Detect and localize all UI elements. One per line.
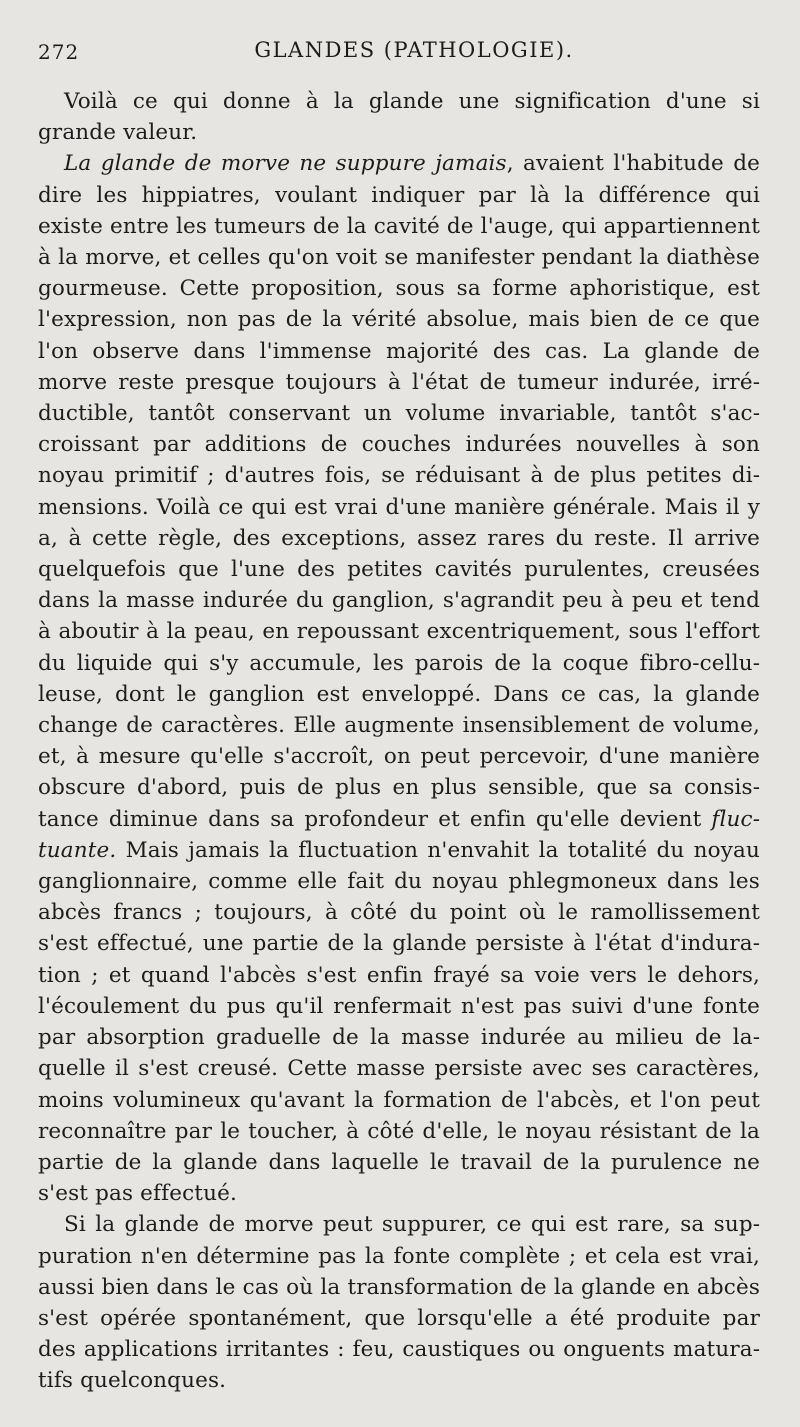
paragraph xyxy=(38,148,760,1209)
paragraph xyxy=(38,1209,760,1396)
paragraph-text: Si la glande de morve peut suppurer, ce qui est rare, sa suppuration n'en détermine pas la fonte complète ; et cela est vrai, aussi bien dans le cas où la transformation de la glande en abcès s'est opérée spontanément, que lorsqu'elle a été produite par des applications irritantes : feu, caustiques ou onguents maturatifs quelconques. xyxy=(38,1212,760,1394)
running-title: GLANDES (PATHOLOGIE). xyxy=(254,38,574,62)
running-head xyxy=(38,30,760,68)
paragraph xyxy=(38,86,760,148)
paragraph-text: , avaient l'habitude de dire les hippiatres, voulant indiquer par là la différence qui existe entre les tumeurs de la cavité de l'auge, qui appartiennent à la morve, et celles qu'on voit se manifester pendant la diathèse gourmeuse. Cette proposition, sous sa forme aphoristique, est l'expression, non pas de la vérité absolue, mais bien de ce que l'on observe dans l'immense majorité des cas. La glande de morve reste presque toujours à l'état de tumeur indurée, irréductible, tantôt conservant un volume invariable, tantôt s'accroissant par additions de couches indurées nouvelles à son noyau primitif ; d'autres fois, se réduisant à de plus petites dimensions. Voilà ce qui est vrai d'une manière générale. Mais il y a, à cette règle, des exceptions, assez rares du reste. Il arrive quelquefois que l'une des petites cavités purulentes, creusées dans la masse indurée du ganglion, s'agrandit peu à peu et tend à aboutir à la peau, en repoussant excentriquement, sous l'effort du liquide qui s'y accumule, les parois de la coque fibro-celluleuse, dont le ganglion est enveloppé. Dans ce cas, la glande change de caractères. Elle augmente insensiblement de volume, et, à mesure qu'elle s'accroît, on peut percevoir, d'une manière obscure d'abord, puis de plus en plus sensible, que sa consistance diminue dans sa profondeur et enfin qu'elle devient xyxy=(38,151,760,832)
page-number: 272 xyxy=(38,40,80,64)
italic-aphorism: La glande de morve ne suppure jamais xyxy=(64,151,507,177)
paragraph-text: Voilà ce qui donne à la glande une signification d'une si grande valeur. xyxy=(38,89,760,146)
paragraph-text: Mais jamais la fluctuation n'envahit la totalité du noyau ganglionnaire, comme elle fait du noyau phlegmoneux dans les abcès francs ; toujours, à côté du point où le ramollissement s'est effectué, une partie de la glande persiste à l'état d'induration ; et quand l'abcès s'est enfin frayé sa voie vers le dehors, l'écoulement du pus qu'il renfermait n'est pas suivi d'une fonte par absorption graduelle de la masse indurée au milieu de laquelle il s'est creusé. Cette masse persiste avec ses caractères, moins volumineux qu'avant la formation de l'abcès, et l'on peut reconnaître par le toucher, à côté d'elle, le noyau résistant de la partie de la glande dans laquelle le travail de la purulence ne s'est pas effectué. xyxy=(38,837,760,1207)
italic-term: fluctuante. xyxy=(38,806,760,863)
body-text xyxy=(38,86,760,1397)
